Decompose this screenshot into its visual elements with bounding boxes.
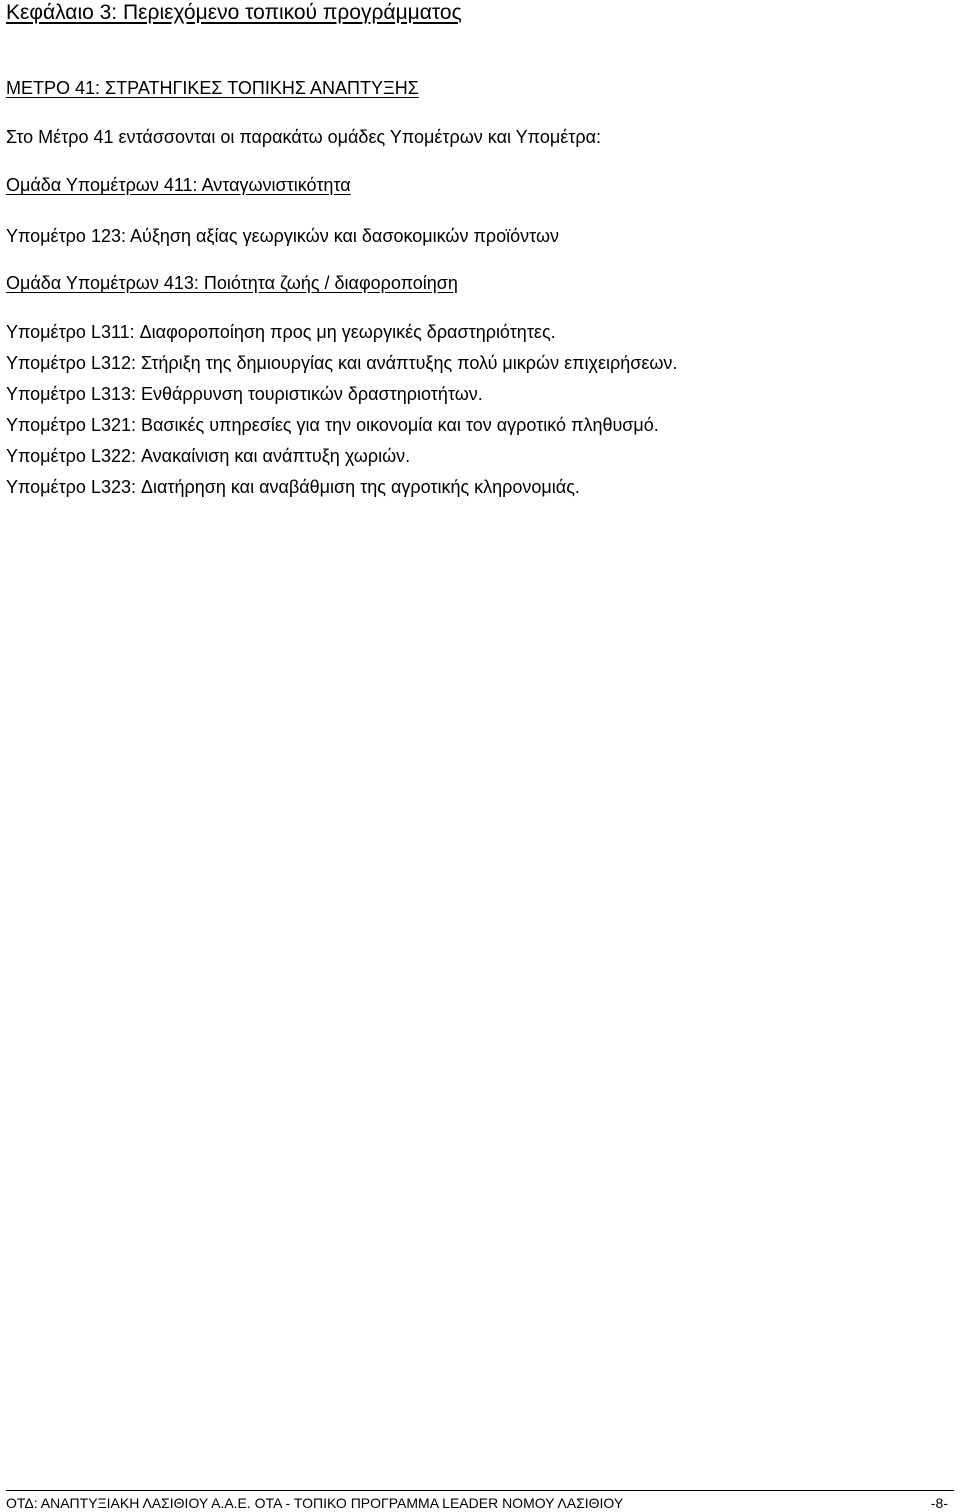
chapter-title: Κεφάλαιο 3: Περιεχόμενο τοπικού προγράμματος: [6, 1, 462, 24]
measure-title: ΜΕΤΡΟ 41: ΣΤΡΑΤΗΓΙΚΕΣ ΤΟΠΙΚΗΣ ΑΝΑΠΤΥΞΗΣ: [6, 78, 419, 98]
footer-text: ΟΤΔ: ΑΝΑΠΤΥΞΙΑΚΗ ΛΑΣΙΘΙΟΥ Α.Α.Ε. ΟΤΑ - ΤΟΠΙΚΟ ΠΡΟΓΡΑΜΜΑ LEADER ΝΟΜΟΥ ΛΑΣΙΘΙΟΥ: [6, 1495, 624, 1511]
submeasure-l312: Υπομέτρο L312: Στήριξη της δημιουργίας και ανάπτυξης πολύ μικρών επιχειρήσεων.: [6, 353, 678, 373]
intro-paragraph: Στο Μέτρο 41 εντάσσονται οι παρακάτω ομάδες Υπομέτρων και Υπομέτρα:: [6, 127, 601, 147]
submeasure-l313: Υπομέτρο L313: Ενθάρρυνση τουριστικών δραστηριοτήτων.: [6, 384, 483, 404]
submeasure-l322: Υπομέτρο L322: Ανακαίνιση και ανάπτυξη χωριών.: [6, 446, 411, 466]
submeasure-l323: Υπομέτρο L323: Διατήρηση και αναβάθμιση της αγροτικής κληρονομιάς.: [6, 477, 580, 497]
submeasure-l321: Υπομέτρο L321: Βασικές υπηρεσίες για την οικονομία και τον αγροτικό πληθυσμό.: [6, 415, 659, 435]
footer-divider: [6, 1490, 954, 1491]
group-411-heading: Ομάδα Υπομέτρων 411: Ανταγωνιστικότητα: [6, 175, 351, 195]
submeasure-123: Υπομέτρο 123: Αύξηση αξίας γεωργικών και δασοκομικών προϊόντων: [6, 226, 560, 246]
page-number: -8-: [930, 1495, 948, 1511]
submeasure-l311: Υπομέτρο L311: Διαφοροποίηση προς μη γεωργικές δραστηριότητες.: [6, 322, 556, 342]
group-413-heading: Ομάδα Υπομέτρων 413: Ποιότητα ζωής / διαφοροποίηση: [6, 273, 458, 293]
